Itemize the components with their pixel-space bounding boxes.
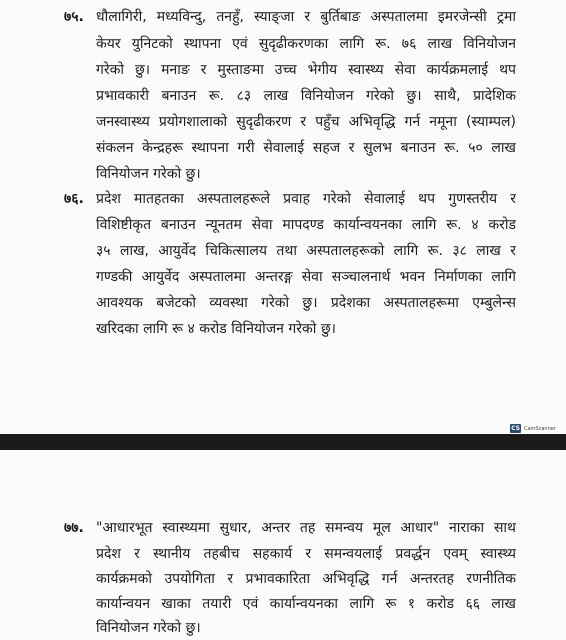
- paragraph-line: धौलागिरी, मध्यविन्दु, तनहुँ, स्याङ्जा र बुर्तिबाङ अस्पतालमा इमरजेन्सी ट्रमा: [96, 9, 516, 25]
- paragraph-line: कार्यान्वयन खाका तयारी एवं कार्यान्वयनका लागि रू १ करोड ६६ लाख: [96, 596, 516, 612]
- paragraph-line: खरिदका लागि रू ४ करोड विनियोजन गरेको छु।: [96, 321, 336, 337]
- paragraph-line: प्रभावकारी बनाउन रू. ८३ लाख विनियोजन गरेको छु। साथै, प्रादेशिक: [96, 88, 516, 104]
- paragraph-number: ७५.: [64, 9, 84, 25]
- paragraph-line: गरेको छु। मनाङ र मुस्ताङमा उच्च भेगीय स्वास्थ्य सेवा कार्यक्रमलाई थप: [96, 62, 516, 78]
- camscanner-logo-icon: CS: [511, 425, 520, 432]
- paragraph-line: कार्यक्रमको उपयोगिता र प्रभावकारिता अभिवृद्धि गर्न अन्तरतह रणनीतिक: [96, 571, 516, 587]
- camscanner-label: CamScanner: [524, 425, 556, 432]
- paragraph-line: गण्डकी आयुर्वेद अस्पतालमा अन्तरङ्ग सेवा सञ्चालनार्थ भवन निर्माणका लागि: [96, 269, 516, 285]
- paragraph-line: विशिष्टीकृत बनाउन न्यूनतम सेवा मापदण्ड कार्यान्वयनका लागि रू. ४ करोड: [96, 217, 516, 233]
- paragraph-number: ७७.: [64, 520, 84, 536]
- paragraph-line: केयर युनिटको स्थापना एवं सुदृढीकरणका लागि रू. ७६ लाख विनियोजन: [96, 36, 516, 52]
- paragraph-line: विनियोजन गरेको छु।: [96, 166, 201, 182]
- paragraph-line: आवश्यक बजेटको व्यवस्था गरेको छु। प्रदेशका अस्पतालहरूमा एम्बुलेन्स: [96, 295, 516, 311]
- paragraph-line: प्रदेश र स्थानीय तहबीच सहकार्य र समन्वयलाई प्रवर्द्धन एवम् स्वास्थ्य: [96, 546, 516, 562]
- paragraph-number: ७६.: [64, 191, 84, 207]
- paragraph-line: विनियोजन गरेको छु।: [96, 620, 201, 636]
- paragraph-line: संकलन केन्द्रहरू स्थापना गरी सेवालाई सहज र सुलभ बनाउन रू. ५० लाख: [96, 140, 516, 156]
- page-separator: [0, 434, 566, 450]
- paragraph-line: ३५ लाख, आयुर्वेद चिकित्सालय तथा अस्पतालहरूको लागि रू. ३८ लाख र: [96, 243, 516, 259]
- paragraph-line: "आधारभूत स्वास्थ्यमा सुधार, अन्तर तह समन्वय मूल आधार" नाराका साथ: [96, 520, 516, 536]
- paragraph-line: जनस्वास्थ्य प्रयोगशालाको सुदृढीकरण र पहुँच अभिवृद्धि गर्न नमूना (स्याम्पल): [96, 114, 516, 130]
- scanned-page-bottom: [0, 450, 566, 640]
- paragraph-line: प्रदेश मातहतका अस्पतालहरूले प्रवाह गरेको सेवालाई थप गुणस्तरीय र: [96, 191, 516, 207]
- camscanner-watermark: [510, 424, 556, 433]
